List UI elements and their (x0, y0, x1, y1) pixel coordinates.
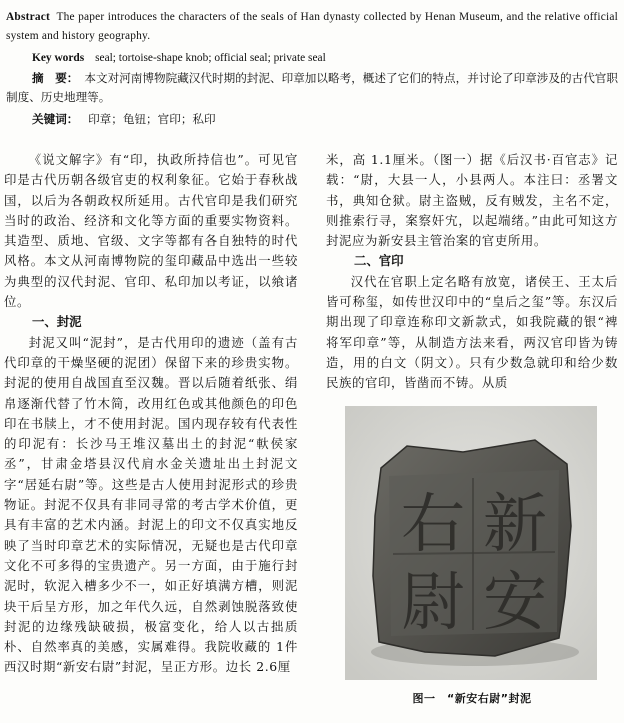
body-paragraph: 封泥又叫“泥封”，是古代用印的遗迹（盖有古代印章的干燥坚硬的泥团）保留下来的珍贵实物。封泥的使用自战国直至汉魏。晋以后随着纸张、绢帛逐渐代替了竹木简，改用红色或其他颜色的印色印在书牍上，才不使用封泥。国内现存较有代表性的印泥有：长沙马王堆汉墓出土的封泥“軑侯家丞”，甘肃金塔县汉代肩水金关遗址出土封泥文字“居延右尉”等。这些是古人使用封泥形式的珍贵物证。封泥不仅具有非同寻常的考古学术价值，更具有丰富的艺术内涵。封泥上的印文不仅真实地反映了当时印章艺术的实际情况，无疑也是古代印章文化不可多得的宝贵遗产。另一方面，由于施行封泥时，软泥入槽多少不一，如正好填满方槽，则泥块干后呈方形，加之年代久远，自然剥蚀脱落致使封泥的边缘残缺破损，极富变化，给人以古拙质朴、自然率真的美感，实属难得。我院收藏的 1件西汉时期“新安右尉”封泥，呈正方形。边长 2.6厘 (4, 334, 298, 675)
seal-glyph: 新 (483, 488, 547, 562)
body-left-column (4, 150, 298, 678)
body-paragraph: 汉代在官职上定名略有放宽，诸侯王、王太后皆可称玺，如传世汉印中的“皇后之玺”等。东汉后期出现了印章连称印文新款式，如我院藏的银“裨将军印章”等，从制造方法来看，两汉官印皆为铸造，用的白文（阴文）。只有少数急就印和给少数民族的官印，皆凿而不铸。从质 (326, 273, 618, 391)
keywords-en (32, 49, 622, 67)
abstract-zh-text: 本文对河南博物院藏汉代时期的封泥、印章加以略考，概述了它们的特点，并讨论了印章涉及的古代官职制度、历史地理等。 (6, 71, 618, 104)
seal-glyph: 安 (483, 566, 547, 640)
keywords-zh-text: 印章；龟钮；官印；私印 (88, 112, 216, 126)
seal-glyph: 右 (401, 488, 465, 562)
abstract-en (6, 8, 618, 46)
keywords-zh (32, 110, 622, 128)
seal-clay-photo (345, 406, 597, 680)
abstract-zh-label: 摘 要： (32, 71, 79, 85)
abstract-en-label: Abstract (6, 11, 50, 23)
body-paragraph: 《说文解字》有“印，执政所持信也”。可见官印是古代历朝各级官吏的权利象征。它始于春秋战国，以后为各朝政权所延用。古代官印是我们研究当时的政治、经济和文化等方面的重要实物资料。其造型、质地、官级、文字等都有各自独特的时代风格。本文从河南博物院的玺印藏品中选出一些较为典型的汉代封泥、官印、私印加以考证，以飨诸位。 (4, 152, 298, 310)
abstract-en-text: The paper introduces the characters of the seals of Han dynasty collected by Henan Museum, and the relative official system and history geography. (6, 11, 618, 42)
section-heading-official-seal: 二、官印 (354, 253, 404, 269)
keywords-zh-label: 关键词： (32, 112, 79, 126)
section-heading-seal-clay: 一、封泥 (32, 314, 82, 330)
keywords-en-text: seal; tortoise-shape knob; official seal; private seal (95, 52, 326, 64)
body-paragraph: 米，高 1.1厘米。（图一）据《后汉书·百官志》记载：“尉，大县一人，小县两人。本注曰：丞署文书，典知仓狱。尉主盗贼，反有贼发，主名不定，则推索行寻，案察奸宄，以起端绪。”由此可知这方封泥应为新安县主管治案的官吏所用。 (326, 152, 618, 249)
seal-glyph: 尉 (401, 566, 465, 640)
figure-caption: 图一 “新安右尉”封泥 (412, 692, 532, 705)
body-right-column (326, 150, 618, 394)
abstract-zh (6, 69, 618, 107)
keywords-en-label: Key words (32, 52, 85, 64)
seal-clay-image (345, 406, 597, 680)
